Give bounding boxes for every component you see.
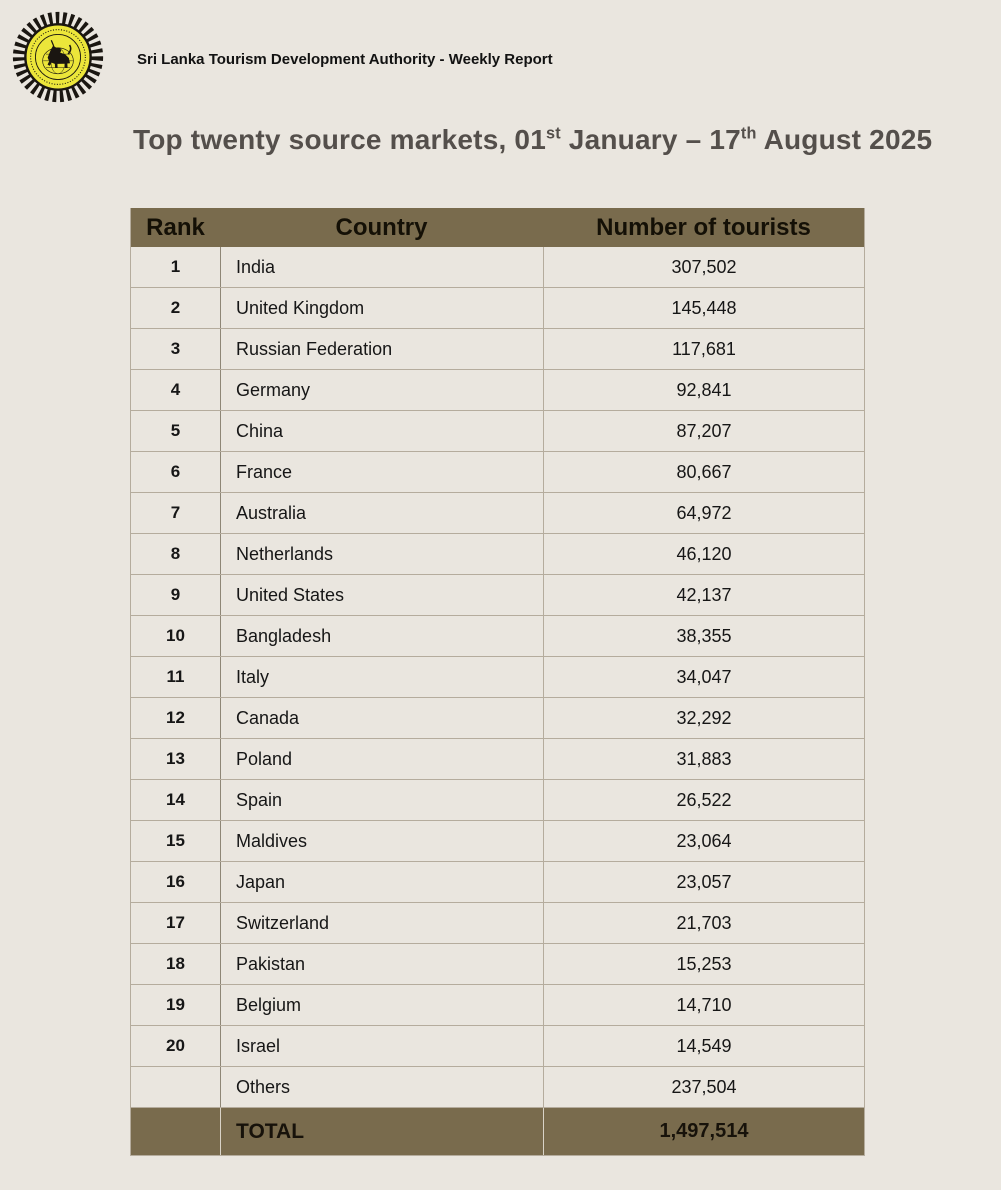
- tourists-cell: 46,120: [543, 534, 864, 574]
- rank-cell: 17: [166, 913, 185, 932]
- country-cell: Switzerland: [220, 903, 543, 943]
- table-row: [131, 698, 864, 739]
- country-cell: Germany: [220, 370, 543, 410]
- rank-cell: 4: [170, 380, 181, 399]
- table-row: [131, 739, 864, 780]
- country-cell: Australia: [220, 493, 543, 533]
- rank-cell: 3: [170, 339, 181, 358]
- table-row: [131, 1026, 864, 1067]
- table-row-others: [131, 1067, 864, 1108]
- title-sup1: st: [545, 124, 561, 143]
- rank-cell: 1: [170, 257, 181, 276]
- rank-cell: [131, 1067, 220, 1107]
- tourists-cell: 38,355: [543, 616, 864, 656]
- tourists-cell: 15,253: [543, 944, 864, 984]
- rank-cell: 14: [166, 790, 185, 809]
- table-header-row: [131, 208, 864, 247]
- country-cell: France: [220, 452, 543, 492]
- rank-cell: 6: [170, 462, 181, 481]
- rank-cell: 8: [170, 544, 181, 563]
- country-cell: Bangladesh: [220, 616, 543, 656]
- tourists-cell: 42,137: [543, 575, 864, 615]
- country-cell: Pakistan: [220, 944, 543, 984]
- title-part2: January – 17: [560, 124, 741, 155]
- rank-cell: 16: [166, 872, 185, 891]
- header-country: Country: [335, 213, 428, 241]
- header-rank: Rank: [146, 213, 205, 241]
- tourists-cell: 145,448: [543, 288, 864, 328]
- rank-cell: 20: [166, 1036, 185, 1055]
- country-cell: Others: [220, 1067, 543, 1107]
- country-cell: Italy: [220, 657, 543, 697]
- table-row: [131, 862, 864, 903]
- country-cell: India: [220, 247, 543, 287]
- table-row: [131, 411, 864, 452]
- table-row: [131, 944, 864, 985]
- country-cell: Maldives: [220, 821, 543, 861]
- rank-cell: 18: [166, 954, 185, 973]
- country-cell: Spain: [220, 780, 543, 820]
- tourists-cell: 237,504: [543, 1067, 864, 1107]
- rank-cell: 9: [170, 585, 181, 604]
- rank-cell: 13: [166, 749, 185, 768]
- tourists-cell: 34,047: [543, 657, 864, 697]
- tourists-cell: 14,710: [543, 985, 864, 1025]
- rank-cell: 2: [170, 298, 181, 317]
- header-number-of-tourists: Number of tourists: [596, 213, 811, 241]
- table-row: [131, 657, 864, 698]
- total-label-cell: TOTAL: [220, 1108, 543, 1155]
- tourists-cell: 32,292: [543, 698, 864, 738]
- table-row: [131, 288, 864, 329]
- country-cell: Israel: [220, 1026, 543, 1066]
- country-cell: United States: [220, 575, 543, 615]
- title-part1: Top twenty source markets, 01: [133, 124, 546, 155]
- table-row: [131, 329, 864, 370]
- tourists-cell: 14,549: [543, 1026, 864, 1066]
- table-row: [131, 985, 864, 1026]
- table-row: [131, 493, 864, 534]
- rank-cell: 12: [166, 708, 185, 727]
- tourists-cell: 80,667: [543, 452, 864, 492]
- table-total-row: [131, 1108, 864, 1155]
- table-row: [131, 903, 864, 944]
- tourists-cell: 23,057: [543, 862, 864, 902]
- table-row: [131, 534, 864, 575]
- tourists-cell: 31,883: [543, 739, 864, 779]
- tourists-cell: 307,502: [543, 247, 864, 287]
- title-part3: August 2025: [756, 124, 933, 155]
- country-cell: Japan: [220, 862, 543, 902]
- country-cell: Poland: [220, 739, 543, 779]
- rank-cell: 11: [166, 667, 185, 686]
- tourists-cell: 92,841: [543, 370, 864, 410]
- tourists-cell: 64,972: [543, 493, 864, 533]
- country-cell: Belgium: [220, 985, 543, 1025]
- country-cell: Netherlands: [220, 534, 543, 574]
- rank-cell: 19: [166, 995, 185, 1014]
- country-cell: Canada: [220, 698, 543, 738]
- table-row: [131, 575, 864, 616]
- tourists-cell: 23,064: [543, 821, 864, 861]
- rank-cell: 5: [170, 421, 181, 440]
- source-markets-table: [130, 208, 865, 1156]
- page-title: [133, 124, 932, 156]
- title-sup2: th: [740, 124, 757, 143]
- rank-cell: 10: [166, 626, 185, 645]
- table-row: [131, 452, 864, 493]
- org-title: Sri Lanka Tourism Development Authority - Weekly Report: [137, 51, 553, 68]
- tourists-cell: 87,207: [543, 411, 864, 451]
- country-cell: United Kingdom: [220, 288, 543, 328]
- tourists-cell: 117,681: [543, 329, 864, 369]
- total-value-cell: 1,497,514: [543, 1108, 864, 1155]
- rank-cell: 15: [166, 831, 185, 850]
- country-cell: Russian Federation: [220, 329, 543, 369]
- table-row: [131, 616, 864, 657]
- table-row: [131, 821, 864, 862]
- tourists-cell: 21,703: [543, 903, 864, 943]
- tourists-cell: 26,522: [543, 780, 864, 820]
- table-row: [131, 780, 864, 821]
- table-row: [131, 370, 864, 411]
- country-cell: China: [220, 411, 543, 451]
- rank-cell: 7: [170, 503, 181, 522]
- table-row: [131, 247, 864, 288]
- total-rank-cell: [131, 1108, 220, 1155]
- sri-lanka-tourism-emblem-icon: [10, 9, 106, 105]
